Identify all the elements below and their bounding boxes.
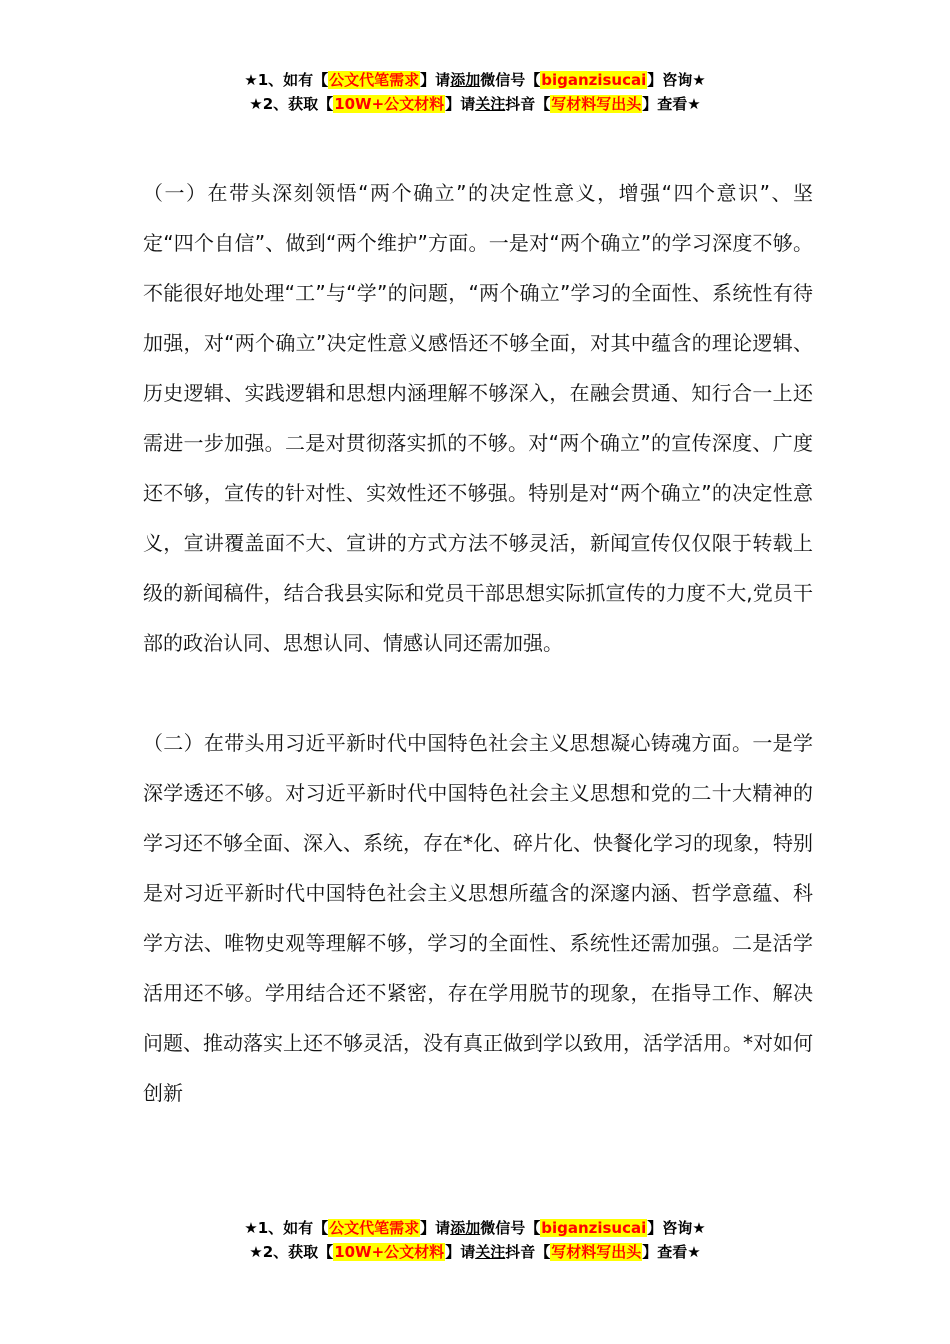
- banner-text: 微信号【: [480, 71, 541, 89]
- banner-text: 】咨询★: [647, 71, 706, 89]
- banner-douyin-id: 写材料写出头: [551, 95, 642, 113]
- banner-text: 】咨询★: [647, 1219, 706, 1237]
- banner-line-2: [0, 92, 950, 116]
- banner-text: 】请: [445, 1243, 476, 1261]
- banner-line-1: [0, 68, 950, 92]
- banner-text: 】请: [420, 1219, 451, 1237]
- banner-text: ★2、获取【: [249, 95, 334, 113]
- banner-douyin-id: 写材料写出头: [551, 1243, 642, 1261]
- banner-underline: 添加: [450, 71, 481, 89]
- banner-text: 微信号【: [480, 1219, 541, 1237]
- banner-underline: 添加: [450, 1219, 481, 1237]
- banner-underline: 关注: [475, 95, 506, 113]
- banner-text: 】请: [445, 95, 476, 113]
- banner-highlight: 公文代笔需求: [329, 1219, 420, 1237]
- banner-highlight: 10W+公文材料: [334, 95, 445, 113]
- banner-text: 】查看★: [642, 1243, 701, 1261]
- banner-text: 抖音【: [505, 95, 551, 113]
- banner-text: 】查看★: [642, 95, 701, 113]
- banner-wechat-id: biganzisucai: [541, 1219, 647, 1237]
- banner-line-2: [0, 1240, 950, 1264]
- paragraph: （二）在带头用习近平新时代中国特色社会主义思想凝心铸魂方面。一是学深学透还不够。对习近平新时代中国特色社会主义思想和党的二十大精神的学习还不够全面、深入、系统，存在*化、碎片化、快餐化学习的现象，特别是对习近平新时代中国特色社会主义思想所蕴含的深邃内涵、哲学意蕴、科学方法、唯物史观等理解不够，学习的全面性、系统性还需加强。二是活学活用还不够。学用结合还不紧密，存在学用脱节的现象，在指导工作、解决问题、推动落实上还不够灵活，没有真正做到学以致用，活学活用。*对如何创新: [143, 731, 813, 1105]
- banner-highlight: 公文代笔需求: [329, 71, 420, 89]
- banner-highlight: 10W+公文材料: [334, 1243, 445, 1261]
- banner-line-1: [0, 1216, 950, 1240]
- banner-text: ★1、如有【: [244, 71, 329, 89]
- banner-text: 抖音【: [505, 1243, 551, 1261]
- banner-text: 】请: [420, 71, 451, 89]
- banner-text: ★2、获取【: [249, 1243, 334, 1261]
- banner-text: ★1、如有【: [244, 1219, 329, 1237]
- footer-banner: [0, 1216, 950, 1264]
- banner-wechat-id: biganzisucai: [541, 71, 647, 89]
- banner-underline: 关注: [475, 1243, 506, 1261]
- document-body: [143, 168, 813, 1118]
- header-banner: [0, 68, 950, 116]
- paragraph: （一）在带头深刻领悟“两个确立”的决定性意义，增强“四个意识”、坚定“四个自信”、做到“两个维护”方面。一是对“两个确立”的学习深度不够。不能很好地处理“工”与“学”的问题，“两个确立”学习的全面性、系统性有待加强，对“两个确立”决定性意义感悟还不够全面，对其中蕴含的理论逻辑、历史逻辑、实践逻辑和思想内涵理解不够深入，在融会贯通、知行合一上还需进一步加强。二是对贯彻落实抓的不够。对“两个确立”的宣传深度、广度还不够，宣传的针对性、实效性还不够强。特别是对“两个确立”的决定性意义，宣讲覆盖面不大、宣讲的方式方法不够灵活，新闻宣传仅仅限于转载上级的新闻稿件，结合我县实际和党员干部思想实际抓宣传的力度不大,党员干部的政治认同、思想认同、情感认同还需加强。: [143, 181, 813, 655]
